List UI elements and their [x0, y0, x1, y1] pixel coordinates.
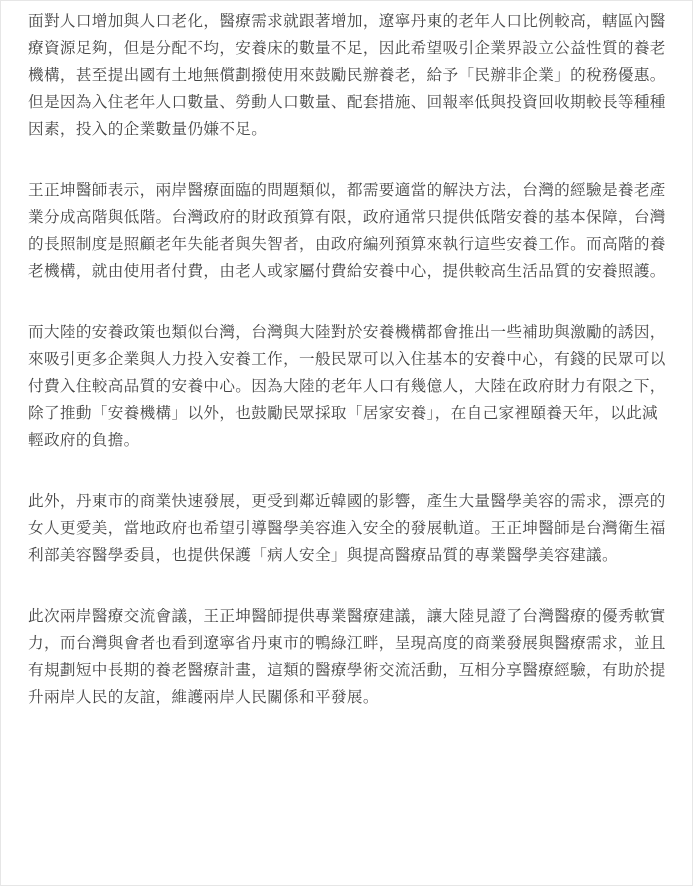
article-paragraph: 此次兩岸醫療交流會議，王正坤醫師提供專業醫療建議，讓大陸見證了台灣醫療的優秀軟實力，而台灣與會者也看到遼寧省丹東市的鴨綠江畔，呈現高度的商業發展與醫療需求，並且有規劃短中長期的養老醫療計畫，這類的醫療學術交流活動，互相分享醫療經驗，有助於提升兩岸人民的友誼，維護兩岸人民關係和平發展。	[28, 607, 666, 706]
article-paragraph: 此外，丹東市的商業快速發展，更受到鄰近韓國的影響，產生大量醫學美容的需求，漂亮的女人更愛美，當地政府也希望引導醫學美容進入安全的發展軌道。王正坤醫師是台灣衛生福利部美容醫學委員，也提供保護「病人安全」與提高醫療品質的專業醫學美容建議。	[28, 492, 666, 564]
article-paragraph: 面對人口增加與人口老化，醫療需求就跟著增加，遼寧丹東的老年人口比例較高，轄區內醫療資源足夠，但是分配不均，安養床的數量不足，因此希望吸引企業界設立公益性質的養老機構，甚至提出國有土地無償劃撥使用來鼓勵民辦養老，給予「民辦非企業」的稅務優惠。但是因為入住老年人口數量、勞動人口數量、配套措施、回報率低與投資回收期較長等種種因素，投入的企業數量仍嫌不足。	[28, 12, 666, 138]
article-paragraph: 王正坤醫師表示，兩岸醫療面臨的問題類似，都需要適當的解決方法，台灣的經驗是養老產業分成高階與低階。台灣政府的財政預算有限，政府通常只提供低階安養的基本保障，台灣的長照制度是照顧老年失能者與失智者，由政府編列預算來執行這些安養工作。而高階的養老機構，就由使用者付費，由老人或家屬付費給安養中心，提供較高生活品質的安養照護。	[28, 181, 666, 280]
article-body	[28, 8, 668, 745]
article-paragraph: 而大陸的安養政策也類似台灣，台灣與大陸對於安養機構都會推出一些補助與激勵的誘因，來吸引更多企業與人力投入安養工作，一般民眾可以入住基本的安養中心，有錢的民眾可以付費入住較高品質的安養中心。因為大陸的老年人口有幾億人，大陸在政府財力有限之下，除了推動「安養機構」以外，也鼓勵民眾採取「居家安養」，在自己家裡頤養天年，以此減輕政府的負擔。	[28, 323, 666, 449]
